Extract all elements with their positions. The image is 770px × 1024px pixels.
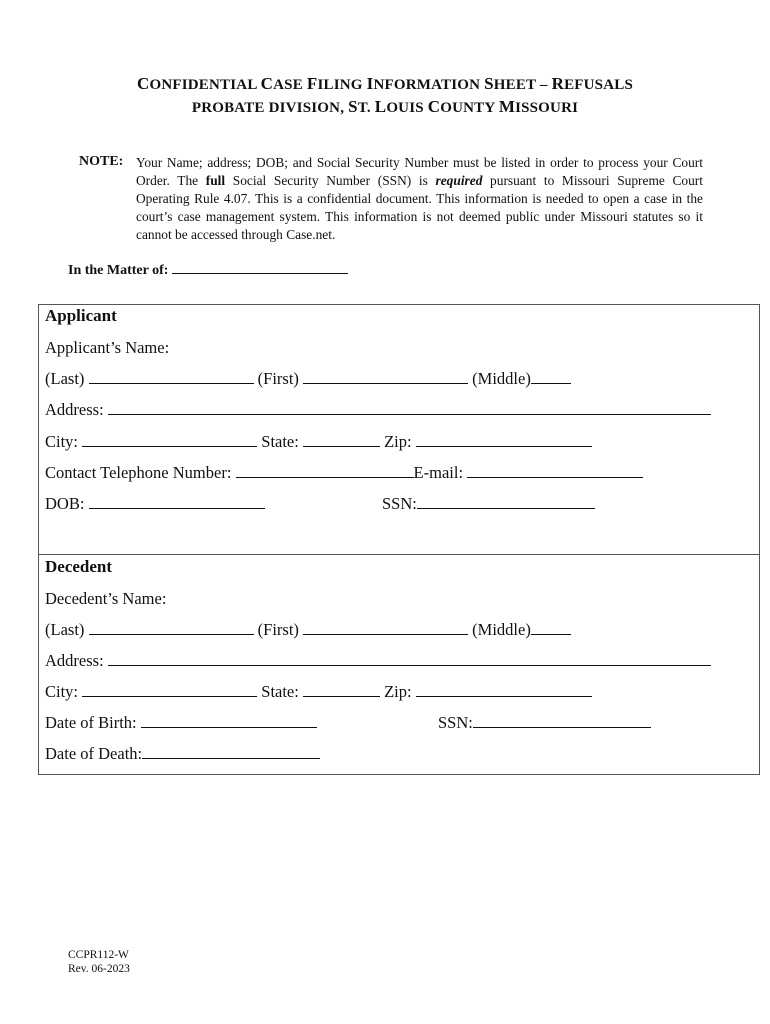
title-segment: C [260, 74, 274, 93]
applicant-ssn-field[interactable] [417, 494, 595, 509]
title-segment: F [306, 74, 318, 93]
form-id: CCPR112-W [68, 949, 129, 961]
form-revision: Rev. 06-2023 [68, 963, 130, 975]
applicant-contact-row [45, 463, 643, 483]
applicant-address-field[interactable] [108, 400, 711, 415]
last-name-label: (Last) [45, 620, 85, 639]
title-segment: M [498, 97, 516, 116]
title-segment: NFORMATION [373, 77, 485, 93]
applicant-dob-row [45, 494, 265, 514]
date-of-death-label: Date of Death: [45, 744, 143, 763]
decedent-address-field[interactable] [108, 651, 711, 666]
title-segment: S [348, 97, 358, 116]
state-label: State: [261, 682, 299, 701]
applicant-email-field[interactable] [467, 463, 643, 478]
note-text-part: Your Name; address; DOB; and Social Security Number must be listed in order to process your Court Order. The [136, 155, 703, 188]
applicant-middle-name-field[interactable] [531, 369, 571, 384]
middle-name-label: (Middle) [472, 369, 531, 388]
phone-label: Contact Telephone Number: [45, 463, 232, 482]
decedent-dob-field[interactable] [141, 713, 317, 728]
matter-field[interactable] [172, 260, 348, 274]
email-label: E-mail: [413, 463, 464, 482]
applicant-dob-field[interactable] [89, 494, 265, 509]
applicant-city-row [45, 432, 592, 452]
applicant-name-row [45, 369, 571, 389]
title-segment: C [427, 97, 441, 116]
form-subtitle [0, 97, 770, 117]
state-label: State: [261, 432, 299, 451]
decedent-name-row [45, 620, 571, 640]
title-segment: OUIS [386, 100, 428, 116]
address-label: Address: [45, 651, 104, 670]
first-name-label: (First) [257, 620, 299, 639]
matter-label: In the Matter of: [68, 263, 169, 278]
decedent-city-field[interactable] [82, 682, 257, 697]
note-emphasis-word: required [435, 173, 483, 188]
address-label: Address: [45, 400, 104, 419]
decedent-dod-field[interactable] [142, 744, 320, 759]
matter-row [68, 260, 348, 279]
applicant-zip-field[interactable] [416, 432, 592, 447]
ssn-label: SSN: [382, 494, 417, 513]
form-footer [68, 948, 130, 976]
decedent-dob-row [45, 713, 317, 733]
decedent-first-name-field[interactable] [303, 620, 468, 635]
decedent-dod-row [45, 744, 320, 764]
title-segment: OUNTY [440, 100, 499, 116]
applicant-heading: Applicant [45, 306, 117, 325]
decedent-ssn-row [438, 713, 651, 733]
title-segment: L [374, 97, 387, 116]
applicant-state-field[interactable] [303, 432, 380, 447]
note-text-part: Social Security Number (SSN) is [225, 173, 436, 188]
applicant-city-field[interactable] [82, 432, 257, 447]
applicant-name-label: Applicant’s Name: [45, 338, 170, 357]
decedent-city-row [45, 682, 592, 702]
decedent-ssn-field[interactable] [473, 713, 651, 728]
title-segment: C [136, 74, 150, 93]
note-text [136, 154, 703, 244]
decedent-middle-name-field[interactable] [531, 620, 571, 635]
decedent-heading: Decedent [45, 557, 113, 576]
zip-label: Zip: [384, 432, 412, 451]
title-segment: ASE [273, 77, 307, 93]
decedent-state-field[interactable] [303, 682, 380, 697]
applicant-address-row [45, 400, 711, 420]
decedent-last-name-field[interactable] [89, 620, 254, 635]
applicant-phone-field[interactable] [236, 463, 414, 478]
title-segment: R [551, 74, 565, 93]
city-label: City: [45, 432, 79, 451]
city-label: City: [45, 682, 79, 701]
title-segment: ONFIDENTIAL [149, 77, 261, 93]
title-segment: I [366, 74, 374, 93]
ssn-label: SSN: [438, 713, 473, 732]
note-label: NOTE: [79, 154, 124, 169]
note-bold-word: full [205, 173, 226, 188]
zip-label: Zip: [384, 682, 412, 701]
middle-name-label: (Middle) [472, 620, 531, 639]
form-title [0, 74, 770, 94]
title-segment: S [484, 74, 494, 93]
title-segment: ILING [317, 77, 367, 93]
decedent-name-label: Decedent’s Name: [45, 589, 167, 608]
applicant-first-name-field[interactable] [303, 369, 468, 384]
first-name-label: (First) [257, 369, 299, 388]
title-segment: EFUSALS [564, 77, 633, 93]
applicant-last-name-field[interactable] [89, 369, 254, 384]
dob-label: DOB: [45, 494, 85, 513]
title-segment: T. [357, 100, 375, 116]
decedent-address-row [45, 651, 711, 671]
decedent-zip-field[interactable] [416, 682, 592, 697]
date-of-birth-label: Date of Birth: [45, 713, 137, 732]
last-name-label: (Last) [45, 369, 85, 388]
title-segment: HEET – [493, 77, 552, 93]
note-text-part: pursuant to Missouri Supreme Court Operating Rule 4.07. This is a confidential document. This information is needed to open a case in the court’s case management system. This information is not deemed public under Missouri statutes so it cannot be accessed through Case.net. [136, 173, 703, 242]
title-segment: ISSOURI [515, 100, 579, 116]
applicant-ssn-row [382, 494, 595, 514]
title-segment: PROBATE DIVISION, [191, 100, 349, 116]
